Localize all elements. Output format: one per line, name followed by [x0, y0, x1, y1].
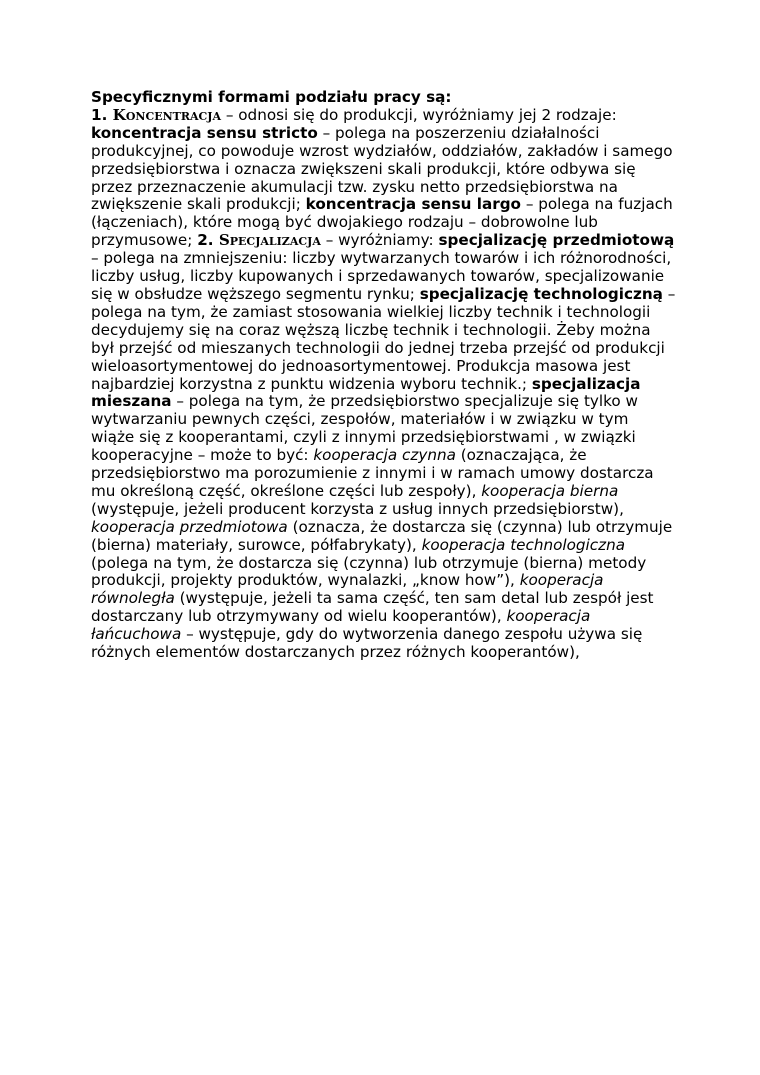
- text-run: – polega na tym, że przedsiębiorstwo specjalizuje się tylko w wytwarzaniu pewnych części, zespołów, materiałów i w związku w tym wiąże się z kooperantami, czyli z innymi przedsiębiorstwami , w związki kooperacyjne – może to być:: [91, 392, 638, 465]
- text-run: Koncentracja: [112, 105, 222, 124]
- text-run: kooperacja bierna: [481, 481, 619, 500]
- text-run: specjalizację technologiczną: [419, 284, 663, 303]
- text-run: (oznacza, że dostarcza się (czynna) lub otrzymuje (bierna) materiały, surowce, półfabrykaty),: [91, 517, 673, 554]
- document-heading: Specyficznymi formami podziału pracy są:: [91, 88, 452, 106]
- text-run: specjalizację przedmiotową: [438, 231, 675, 250]
- text-run: kooperacja technologiczna: [421, 535, 626, 554]
- text-run: koncentracja sensu stricto: [91, 123, 318, 142]
- text-run: kooperacja czynna: [313, 446, 456, 465]
- text-run: (występuje, jeżeli producent korzysta z usług innych przedsiębiorstw),: [91, 499, 624, 518]
- text-run: 2.: [197, 231, 219, 250]
- text-run: specjalizacja mieszana: [91, 374, 641, 411]
- text-run: – polega na tym, że zamiast stosowania wielkiej liczby technik i technologii decydujemy się na coraz węższą liczbę technik i technologii. Żeby można był przejść od mieszanych technologii do jednej trzeba przejść od produkcji wieloasortymentowej do jednoasortymentowej. Produkcja masowa jest najbardziej korzystna z punktu widzenia wyboru technik.;: [91, 284, 676, 393]
- text-run: (występuje, jeżeli ta sama część, ten sam detal lub zespół jest dostarczany lub otrzymywany od wielu kooperantów),: [91, 589, 654, 626]
- document-paragraph: [91, 107, 676, 662]
- text-run: kooperacja równoległa: [91, 571, 604, 608]
- text-run: – występuje, gdy do wytworzenia danego zespołu używa się różnych elementów dostarczanych przez różnych kooperantów),: [91, 625, 643, 662]
- text-run: – odnosi się do produkcji, wyróżniamy jej 2 rodzaje:: [221, 105, 617, 124]
- text-run: koncentracja sensu largo: [305, 195, 521, 214]
- text-run: (oznaczająca, że przedsiębiorstwo ma porozumienie z innymi i w ramach umowy dostarcza mu określoną część, określone części lub zespoły),: [91, 446, 654, 500]
- text-run: – polega na zmniejszeniu: liczby wytwarzanych towarów i ich różnorodności, liczby usług, liczby kupowanych i sprzedawanych towarów, specjalizowanie się w obsłudze węższego segmentu rynku;: [91, 249, 672, 303]
- text-run: – polega na poszerzeniu działalności produkcyjnej, co powoduje wzrost wydziałów, oddziałów, zakładów i samego przedsiębiorstwa i oznacza zwiększeni skali produkcji, które odbywa się przez przeznaczenie akumulacji tzw. zysku netto przedsiębiorstwa na zwiększenie skali produkcji;: [91, 123, 673, 214]
- text-run: kooperacja łańcuchowa: [91, 607, 591, 644]
- text-run: kooperacja przedmiotowa: [91, 517, 288, 536]
- text-run: – wyróżniamy:: [320, 231, 439, 250]
- text-run: 1.: [91, 105, 113, 124]
- text-run: Specjalizacja: [218, 231, 321, 250]
- text-run: – polega na fuzjach (łączeniach), które mogą być dwojakiego rodzaju – dobrowolne lub przymusowe;: [91, 195, 673, 250]
- document-page: [91, 89, 676, 662]
- text-run: (polega na tym, że dostarcza się (czynna) lub otrzymuje (bierna) metody produkcji, projekty produktów, wynalazki, „know how”),: [91, 553, 647, 590]
